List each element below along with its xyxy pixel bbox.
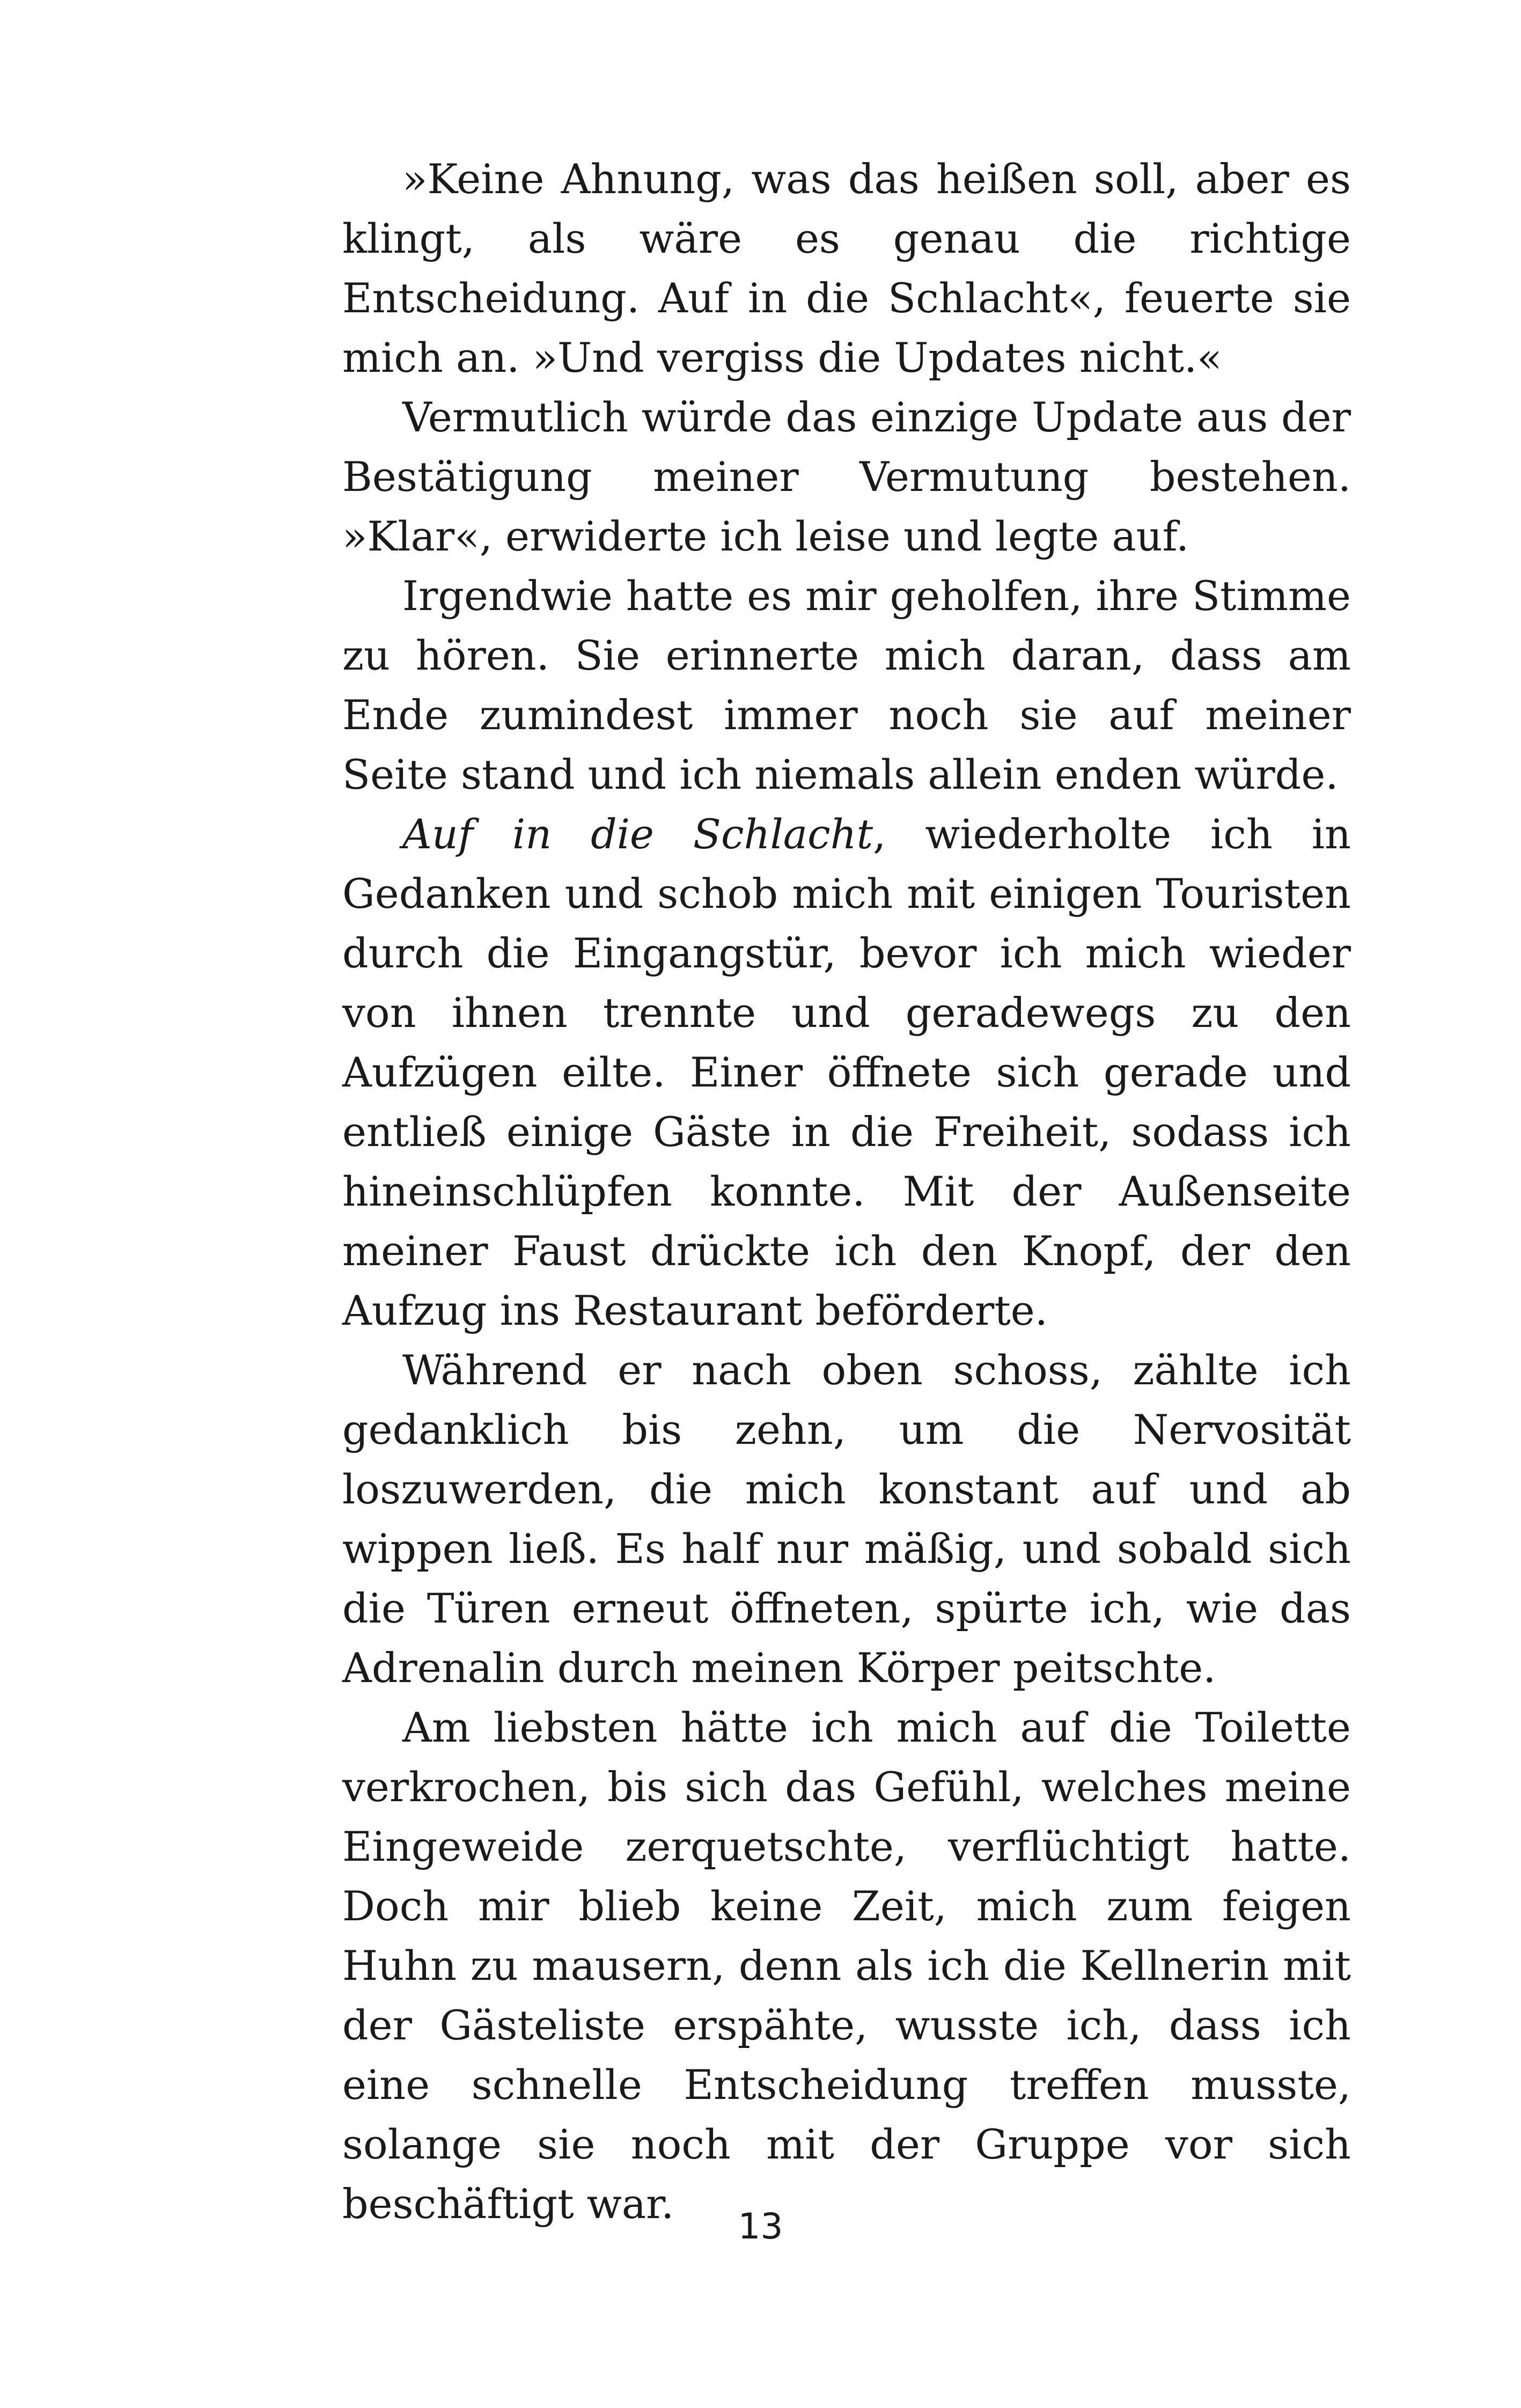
paragraph-3: Irgendwie hatte es mir geholfen, ihre Stimme zu hören. Sie erinnerte mich daran, dass am Ende zumindest immer noch sie auf meiner Seite stand und ich niemals allein enden würde. bbox=[342, 572, 1351, 798]
page-number: 13 bbox=[738, 2206, 783, 2247]
paragraph-2: Vermutlich würde das einzige Update aus der Bestätigung meiner Vermutung bestehen. »Klar«, erwiderte ich leise und legte auf. bbox=[342, 393, 1351, 560]
paragraph-6: Am liebsten hätte ich mich auf die Toilette verkrochen, bis sich das Gefühl, welches meine Eingeweide zerquetschte, verflüchtigt hatte. Doch mir blieb keine Zeit, mich zum feigen Huhn zu mausern, denn als ich die Kellnerin mit der Gästeliste erspähte, wusste ich, dass ich eine schnelle Entscheidung treffen musste, solange sie noch mit der Gruppe vor sich beschäftigt war. bbox=[342, 1704, 1351, 2228]
paragraph-1: »Keine Ahnung, was das heißen soll, aber es klingt, als wäre es genau die richtige Entscheidung. Auf in die Schlacht«, feuerte sie mich an. »Und vergiss die Updates nicht.« bbox=[342, 155, 1351, 381]
body-text bbox=[342, 149, 1351, 2234]
paragraph-4-italic: Auf in die Schlacht bbox=[402, 810, 873, 858]
paragraph-4 bbox=[342, 804, 1351, 1340]
paragraph-4-rest: , wiederholte ich in Gedanken und schob mich mit einigen Touristen durch die Eingangstür, bevor ich mich wieder von ihnen trennte und geradewegs zu den Aufzügen eilte. Einer öffnete sich gerade und entließ einige Gäste in die Freiheit, sodass ich hineinschlüpfen konnte. Mit der Außenseite meiner Faust drückte ich den Knopf, der den Aufzug ins Restaurant beförderte. bbox=[342, 810, 1351, 1334]
paragraph-5: Während er nach oben schoss, zählte ich gedanklich bis zehn, um die Nervosität loszuwerden, die mich konstant auf und ab wippen ließ. Es half nur mäßig, und sobald sich die Türen erneut öffneten, spürte ich, wie das Adrenalin durch meinen Körper peitschte. bbox=[342, 1346, 1351, 1692]
